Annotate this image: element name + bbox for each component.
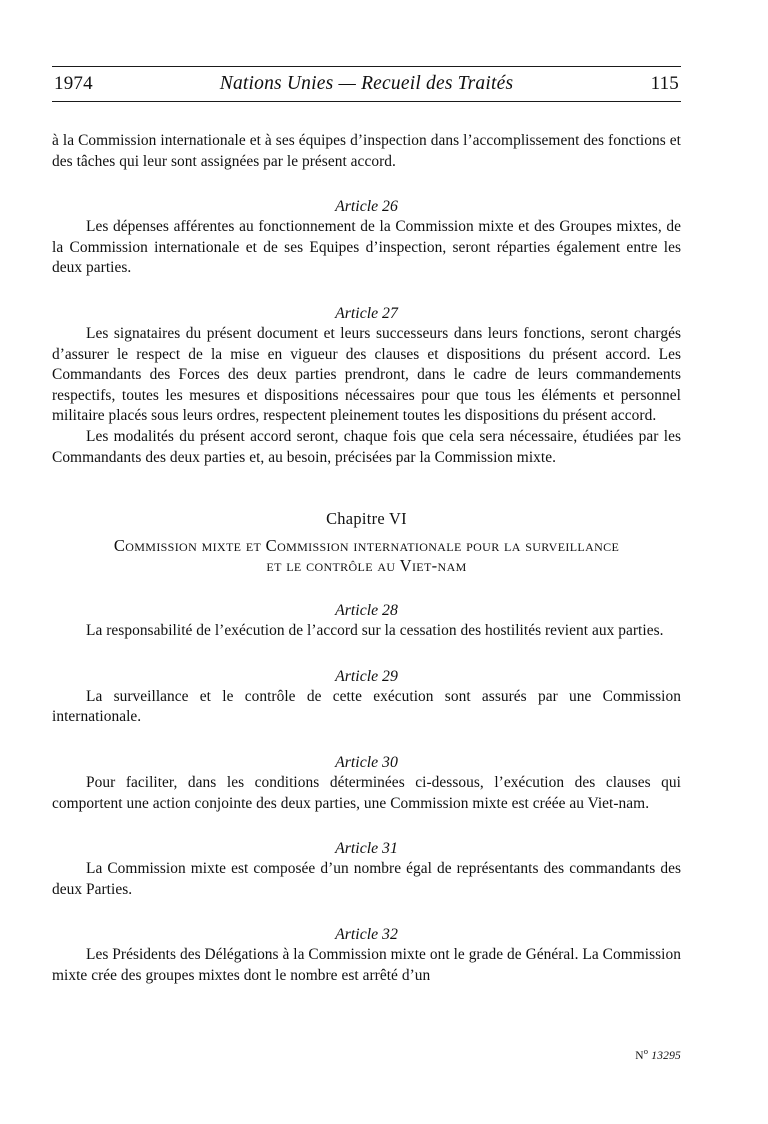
article-26-block [52, 197, 681, 279]
article-30-paragraph: Pour faciliter, dans les conditions déterminées ci-dessous, l’exécution des clauses qui comportent une action conjointe des deux parties, une Commission mixte est créée au Viet-nam. [52, 773, 681, 812]
article-30-block [52, 753, 681, 814]
treaty-number-ordinal: o [643, 1046, 649, 1056]
article-32-heading: Article 32 [335, 926, 398, 944]
chapter-heading-block [52, 508, 681, 576]
running-head-title: Nations Unies — Recueil des Traités [219, 73, 514, 94]
article-28-paragraph: La responsabilité de l’exécution de l’accord sur la cessation des hostilités revient aux parties. [86, 622, 664, 640]
article-27-heading: Article 27 [335, 304, 398, 322]
chapter-title [52, 536, 681, 576]
page-number: 115 [650, 73, 679, 94]
article-28-block [52, 601, 681, 642]
treaty-number-prefix: N [635, 1049, 644, 1062]
running-head [52, 66, 681, 102]
treaty-number-value: 13295 [651, 1049, 681, 1062]
article-26-heading: Article 26 [335, 198, 398, 216]
treaty-number-footer [52, 1046, 681, 1062]
running-head-year: 1974 [54, 73, 93, 94]
text-column [52, 131, 681, 986]
article-31-paragraph: La Commission mixte est composée d’un nombre égal de représentants des commandants des deux Parties. [52, 860, 681, 898]
chapter-label: Chapitre VI [326, 509, 407, 529]
article-29-block [52, 667, 681, 728]
article-27-paragraph-1: Les signataires du présent document et leurs successeurs dans leurs fonctions, seront chargés d’assurer le respect de la mise en vigueur des clauses et dispositions du présent accord. Les Commandants des Forces des deux parties prendront, dans le cadre de leurs commandements respectifs, toutes les mesures et dispositions nécessaires pour que tous les éléments et personnel militaire placés sous leurs ordres, respectent pleinement toutes les dispositions du présent accord. [52, 324, 681, 425]
chapter-title-line-1: Commission mixte et Commission internationale pour la surveillance [113, 536, 620, 556]
article-31-block [52, 839, 681, 900]
article-32-block [52, 925, 681, 986]
article-27-paragraph-2: Les modalités du présent accord seront, chaque fois que cela sera nécessaire, étudiées par les Commandants des deux parties et, au besoin, précisées par la Commission mixte. [52, 427, 681, 466]
article-32-paragraph: Les Présidents des Délégations à la Commission mixte ont le grade de Général. La Commission mixte crée des groupes mixtes dont le nombre est arrêté d’un [52, 946, 681, 984]
carryover-paragraph: à la Commission internationale et à ses équipes d’inspection dans l’accomplissement des fonctions et des tâches qui leur sont assignées par le présent accord. [52, 132, 681, 170]
article-29-paragraph: La surveillance et le contrôle de cette exécution sont assurés par une Commission internationale. [52, 687, 681, 726]
article-30-heading: Article 30 [335, 753, 398, 771]
article-28-heading: Article 28 [335, 602, 398, 620]
article-31-heading: Article 31 [335, 840, 398, 858]
article-26-paragraph: Les dépenses afférentes au fonctionnement de la Commission mixte et des Groupes mixtes, de la Commission internationale et de ses Equipes d’inspection, seront réparties également entre les deux parties. [52, 218, 681, 277]
article-29-heading: Article 29 [335, 667, 398, 685]
chapter-title-line-2: et le contrôle au Viet-nam [266, 556, 467, 576]
article-27-block [52, 304, 681, 468]
